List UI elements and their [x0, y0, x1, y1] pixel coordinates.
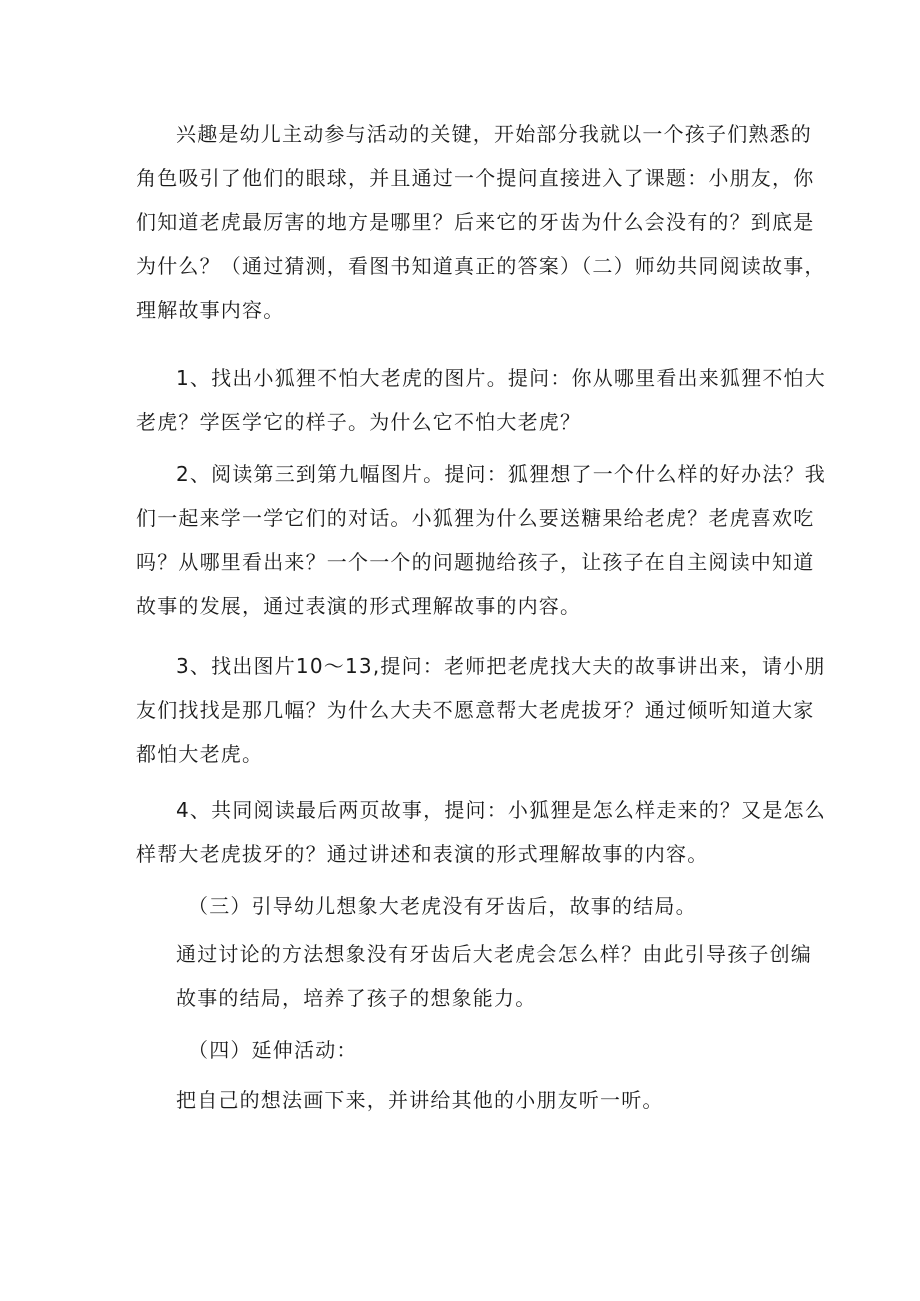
text-line: 3、找出图片10～13,提问：老师把老虎找大夫的故事讲出来，请小朋	[176, 654, 826, 678]
text-line: 兴趣是幼儿主动参与活动的关键，开始部分我就以一个孩子们熟悉的	[176, 122, 812, 146]
text-line: 们一起来学一学它们的对话。小狐狸为什么要送糖果给老虎？老虎喜欢吃	[136, 506, 815, 530]
text-line: 故事的发展，通过表演的形式理解故事的内容。	[136, 594, 582, 618]
text-line: （四）延伸活动：	[188, 1038, 358, 1062]
paragraph-step-2	[136, 452, 826, 628]
text-line: 都怕大老虎。	[136, 742, 264, 766]
paragraph-step-3	[136, 644, 826, 776]
paragraph-extension	[176, 1078, 664, 1122]
text-line: 为什么？（通过猜测，看图书知道真正的答案）（二）师幼共同阅读故事，	[136, 254, 826, 278]
text-line: 2、阅读第三到第九幅图片。提问：狐狸想了一个什么样的好办法？我	[176, 462, 826, 486]
paragraph-intro	[136, 112, 826, 332]
text-line: （三）引导幼儿想象大老虎没有牙齿后，故事的结局。	[188, 894, 697, 918]
text-line: 1、找出小狐狸不怕大老虎的图片。提问：你从哪里看出来狐狸不怕大	[176, 366, 826, 390]
text-line: 样帮大老虎拔牙的？通过讲述和表演的形式理解故事的内容。	[136, 842, 709, 866]
text-line: 友们找找是那几幅？为什么大夫不愿意帮大老虎拔牙？通过倾听知道大家	[136, 698, 815, 722]
paragraph-step-4	[136, 788, 826, 876]
text-line: 把自己的想法画下来，并讲给其他的小朋友听一听。	[176, 1088, 664, 1112]
text-line: 理解故事内容。	[136, 298, 285, 322]
text-line: 吗？从哪里看出来？一个一个的问题抛给孩子，让孩子在自主阅读中知道	[136, 550, 815, 574]
text-line: 通过讨论的方法想象没有牙齿后大老虎会怎么样？由此引导孩子创编	[176, 942, 812, 966]
text-line: 角色吸引了他们的眼球，并且通过一个提问直接进入了课题：小朋友，你	[136, 166, 815, 190]
section-heading-4	[188, 1028, 358, 1072]
text-line: 们知道老虎最厉害的地方是哪里？后来它的牙齿为什么会没有的？到底是	[136, 210, 815, 234]
text-line: 老虎？学医学它的样子。为什么它不怕大老虎？	[136, 410, 582, 434]
section-heading-3	[188, 884, 697, 928]
text-line: 故事的结局，培养了孩子的想象能力。	[176, 986, 537, 1010]
paragraph-step-1	[136, 356, 826, 444]
text-line: 4、共同阅读最后两页故事，提问：小狐狸是怎么样走来的？又是怎么	[176, 798, 826, 822]
paragraph-discussion	[176, 932, 812, 1020]
